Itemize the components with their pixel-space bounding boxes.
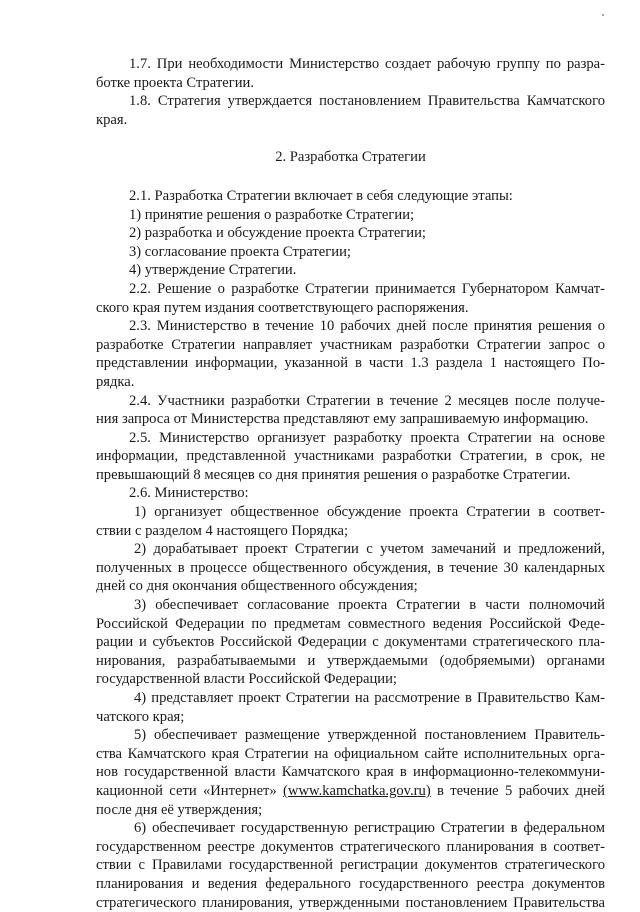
stage-item: 4) утверждение Стратегии.	[129, 262, 297, 279]
document-body	[96, 55, 605, 912]
list-item-5-line	[96, 782, 605, 801]
paragraph-2-1-line: 2.1. Разработка Стратегии включает в себя следующие этапы:	[129, 187, 513, 204]
paragraph-2-3-line: представлении информации, указанной в части 1.3 раздела 1 настоящего По-	[96, 355, 605, 372]
paragraph-2-6-heading: 2.6. Министерство:	[129, 485, 249, 502]
stage-item: 2) разработка и обсуждение проекта Стратегии;	[129, 225, 426, 242]
list-item-2-line: 2) дорабатывает проект Стратегии с учетом замечаний и предложений,	[134, 541, 605, 558]
paragraph-1-7-line: 1.7. При необходимости Министерство создает рабочую группу по разра-	[129, 56, 605, 72]
paragraph-2-5-line: информации, представленной участниками разработки Стратегии, в срок, не	[96, 448, 605, 465]
list-item-4-line: чатского края;	[96, 708, 185, 725]
list-item-6-line: государственном реестре документов стратегического планирования в соответ-	[96, 838, 605, 855]
list-item-2-line: полученных в процессе общественного обсуждения, в течение 30 календарных	[96, 559, 605, 576]
list-item-1-line: ствии с разделом 4 настоящего Порядка;	[96, 522, 349, 539]
list-item-6-line: планирования и ведения федерального государственного реестра документов	[96, 875, 605, 892]
list-item-3-line: нирования, разрабатываемыми и утверждаемыми (одобряемыми) органами	[96, 652, 605, 669]
list-item-5-line: ства Камчатского края Стратегии на официальном сайте исполнительных орга-	[96, 745, 605, 762]
list-item-3-line: 3) обеспечивает согласование проекта Стратегии в части полномочий	[134, 597, 605, 614]
list-item-5-line: после дня её утверждения;	[96, 801, 263, 818]
list-item-2-line: дней со дня окончания общественного обсуждения;	[96, 578, 418, 595]
paragraph-1-8-line: края.	[96, 111, 128, 128]
paragraph-1-7-line: ботке проекта Стратегии.	[96, 74, 255, 91]
paragraph-2-3-line: 2.3. Министерство в течение 10 рабочих дней после принятия решения о	[129, 318, 605, 335]
paragraph-2-3-line: разработке Стратегии направляет участникам разработки Стратегии запрос о	[96, 336, 605, 353]
paragraph-2-4-line: 2.4. Участники разработки Стратегии в течение 2 месяцев после получе-	[129, 392, 605, 409]
website-link[interactable]: (www.kamchatka.gov.ru)	[283, 782, 431, 799]
paragraph-2-3-line: рядка.	[96, 373, 135, 390]
list-item-5-fragment: в течение 5 рабочих дней	[437, 782, 605, 799]
scan-speck	[602, 14, 604, 16]
list-item-6-line: стратегического планирования, утвержденными постановлением Правительства	[96, 894, 605, 911]
section-title: 2. Разработка Стратегии	[275, 149, 426, 166]
paragraph-2-4-line: ния запроса от Министерства представляют ему запрашиваемую информацию.	[96, 411, 589, 428]
list-item-5-fragment: кационной сети «Интернет»	[96, 782, 277, 799]
list-item-3-line: Российской Федерации по предметам совместного ведения Российской Феде-	[96, 615, 605, 632]
paragraph-2-5-line: 2.5. Министерство организует разработку проекта Стратегии на основе	[129, 429, 605, 446]
stage-item: 1) принятие решения о разработке Стратегии;	[129, 206, 415, 223]
paragraph-2-2-line: 2.2. Решение о разработке Стратегии принимается Губернатором Камчат-	[129, 280, 605, 297]
list-item-6-line: 6) обеспечивает государственную регистрацию Стратегии в федеральном	[134, 820, 605, 837]
paragraph-1-8-line: 1.8. Стратегия утверждается постановлением Правительства Камчатского	[129, 93, 605, 110]
stage-item: 3) согласование проекта Стратегии;	[129, 243, 351, 260]
list-item-5-line: нов государственной власти Камчатского края в информационно-телекоммуни-	[96, 764, 605, 781]
paragraph-2-2-line: ского края путем издания соответствующего распоряжения.	[96, 299, 469, 316]
list-item-5-line: 5) обеспечивает размещение утвержденной постановлением Правитель-	[134, 727, 605, 744]
list-item-3-line: государственной власти Российской Федерации;	[96, 671, 397, 688]
list-item-6-line: ствии с Правилами государственной регистрации документов стратегического	[96, 857, 605, 874]
paragraph-2-5-line: превышающий 8 месяцев со дня принятия решения о разработке Стратегии.	[96, 466, 571, 483]
list-item-4-line: 4) представляет проект Стратегии на рассмотрение в Правительство Кам-	[134, 690, 605, 706]
list-item-1-line: 1) организует общественное обсуждение проекта Стратегии в соответ-	[134, 504, 605, 521]
list-item-3-line: рации и субъектов Российской Федерации с документами стратегического пла-	[96, 634, 605, 651]
